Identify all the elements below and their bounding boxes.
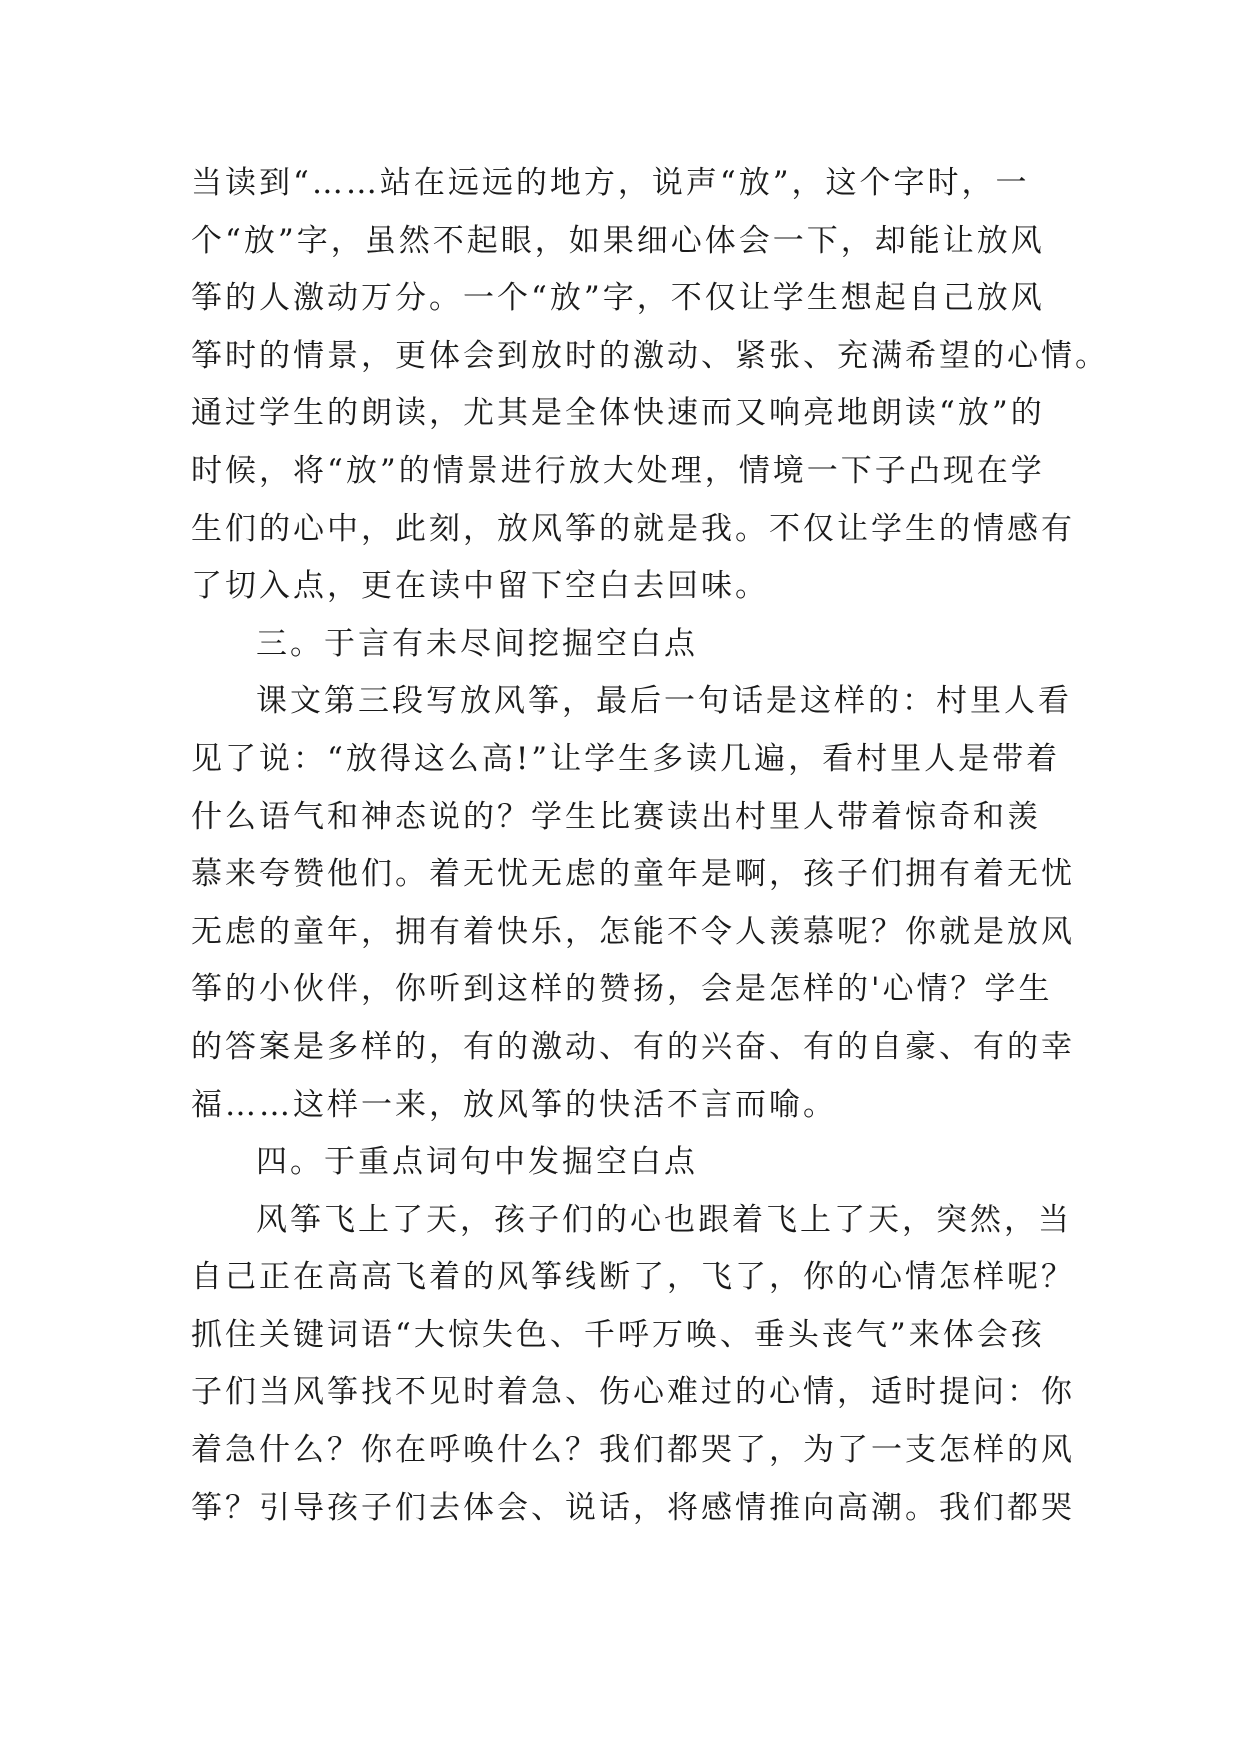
paragraph-start: 风筝飞上了天，孩子们的心也跟着飞上了天，突然，当 <box>256 1201 1072 1238</box>
text-line: 自己正在高高飞着的风筝线断了，飞了，你的心情怎样呢？ <box>191 1259 1075 1296</box>
text-line: 筝的小伙伴，你听到这样的赞扬，会是怎样的'心情？学生 <box>191 971 1053 1008</box>
paragraph-start: 课文第三段写放风筝，最后一句话是这样的：村里人看 <box>256 683 1072 720</box>
text-line: 子们当风筝找不见时着急、伤心难过的心情，适时提问：你 <box>191 1374 1075 1411</box>
text-line: 筝时的情景，更体会到放时的激动、紧张、充满希望的心情。 <box>191 337 1109 374</box>
text-line: 通过学生的朗读，尤其是全体快速而又响亮地朗读“放”的 <box>191 395 1045 432</box>
text-line: 福……这样一来，放风筝的快活不言而喻。 <box>191 1086 837 1123</box>
text-line: 个“放”字，虽然不起眼，如果细心体会一下，却能让放风 <box>191 222 1045 259</box>
text-line: 筝？引导孩子们去体会、说话，将感情推向高潮。我们都哭 <box>191 1489 1075 1526</box>
text-line: 见了说：“放得这么高!”让学生多读几遍，看村里人是带着 <box>191 740 1061 777</box>
text-line: 无虑的童年，拥有着快乐，怎能不令人羡慕呢？你就是放风 <box>191 913 1075 950</box>
text-line: 筝的人激动万分。一个“放”字，不仅让学生想起自己放风 <box>191 280 1045 317</box>
section-heading-3: 三。于言有未尽间挖掘空白点 <box>256 625 698 662</box>
text-line: 当读到“……站在远远的地方，说声“放”，这个字时，一 <box>191 165 1030 201</box>
body-text <box>191 155 1109 1537</box>
text-line: 抓住关键词语“大惊失色、千呼万唤、垂头丧气”来体会孩 <box>191 1316 1045 1353</box>
section-heading-4: 四。于重点词句中发掘空白点 <box>256 1144 698 1181</box>
text-line: 时候，将“放”的情景进行放大处理，情境一下子凸现在学 <box>191 452 1045 489</box>
text-line: 慕来夸赞他们。着无忧无虑的童年是啊，孩子们拥有着无忧 <box>191 856 1075 893</box>
text-line: 了切入点，更在读中留下空白去回味。 <box>191 568 769 605</box>
text-line: 什么语气和神态说的？学生比赛读出村里人带着惊奇和羡 <box>191 798 1041 835</box>
text-line: 的答案是多样的，有的激动、有的兴奋、有的自豪、有的幸 <box>191 1028 1075 1065</box>
text-line: 生们的心中，此刻，放风筝的就是我。不仅让学生的情感有 <box>191 510 1075 547</box>
text-line: 着急什么？你在呼唤什么？我们都哭了，为了一支怎样的风 <box>191 1432 1075 1469</box>
